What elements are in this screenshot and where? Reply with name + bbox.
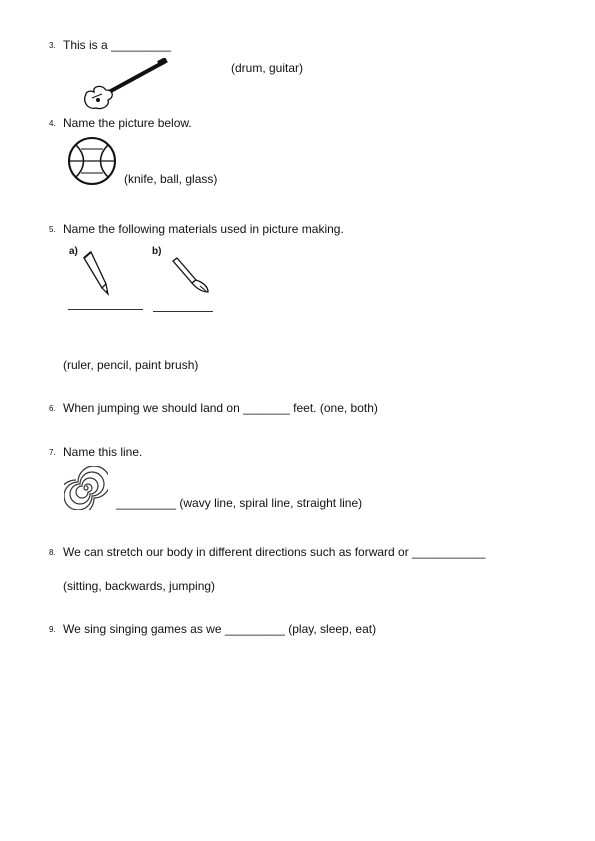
- question-number: 9.: [49, 625, 56, 634]
- question-number: 6.: [49, 404, 56, 413]
- question-8-options: (sitting, backwards, jumping): [63, 579, 216, 593]
- question-4-options: (knife, ball, glass): [124, 172, 218, 186]
- label-b: b): [152, 246, 162, 257]
- question-number: 5.: [49, 225, 56, 234]
- question-9: [49, 622, 376, 636]
- label-a: a): [69, 246, 78, 257]
- question-3: [49, 38, 171, 52]
- question-number: 4.: [49, 119, 56, 128]
- question-3-options: (drum, guitar): [231, 61, 304, 75]
- ball-icon: [66, 135, 118, 187]
- answer-line-a: [68, 309, 143, 310]
- question-6: [49, 401, 378, 415]
- question-number: 3.: [49, 41, 56, 50]
- question-number: 8.: [49, 548, 56, 557]
- answer-line-b: [153, 311, 213, 312]
- question-text: We can stretch our body in different directions such as forward or ___________: [63, 545, 486, 559]
- question-number: 7.: [49, 448, 56, 457]
- question-8: [49, 545, 485, 559]
- question-text: This is a _________: [63, 38, 172, 52]
- question-7: [49, 445, 142, 459]
- question-text: When jumping we should land on _______ feet. (one, both): [63, 401, 378, 415]
- question-text: We sing singing games as we _________ (play, sleep, eat): [63, 622, 377, 636]
- question-4: [49, 116, 192, 130]
- question-7-answer: _________ (wavy line, spiral line, straight line): [116, 496, 363, 510]
- spiral-icon: [64, 466, 108, 510]
- question-5: [49, 222, 344, 236]
- question-text: Name the picture below.: [63, 116, 192, 130]
- question-text: Name this line.: [63, 445, 143, 459]
- guitar-icon: [80, 58, 170, 113]
- question-text: Name the following materials used in picture making.: [63, 222, 344, 236]
- question-5-options: (ruler, pencil, paint brush): [63, 358, 199, 372]
- pencil-icon: [82, 250, 112, 296]
- paint-brush-icon: [170, 256, 212, 294]
